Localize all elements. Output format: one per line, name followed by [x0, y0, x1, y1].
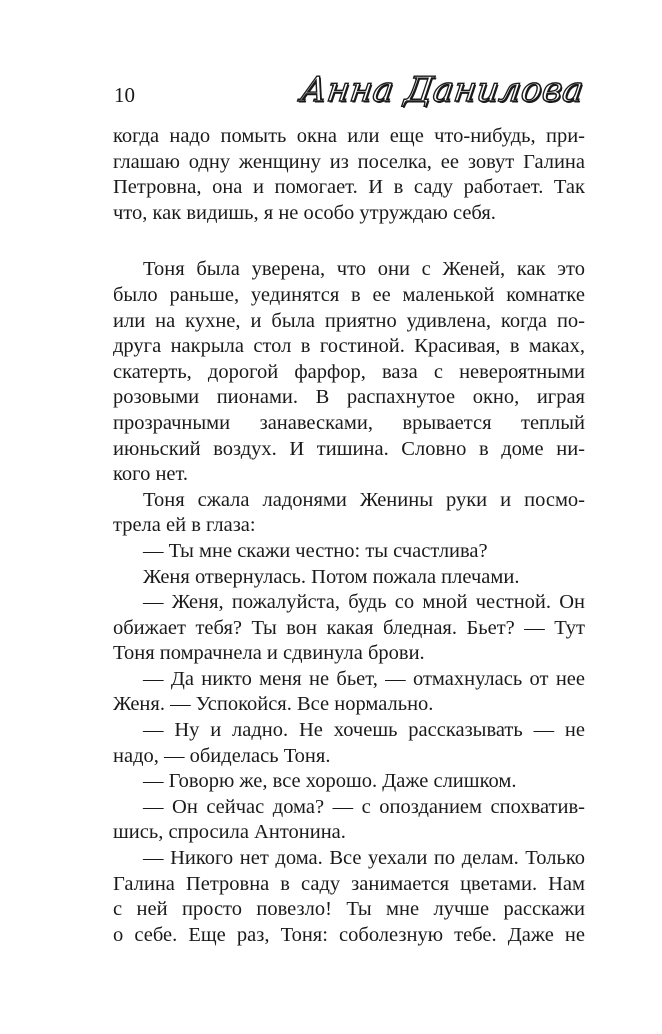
page-number: 10 [114, 83, 135, 107]
text-line: глашаю одну женщину из поселка, ее зовут Галина [113, 150, 585, 173]
dialogue-line: обижает тебя? Ты вон какая бледная. Бьет? — Тут [113, 616, 585, 639]
text-line: Женя отвернулась. Потом пожала плечами. [143, 565, 520, 588]
body-text [113, 124, 585, 948]
text-line: июньский воздух. И тишина. Словно в доме ни- [113, 437, 585, 460]
dialogue-line: Галина Петровна в саду занимается цветами. Нам [113, 872, 585, 895]
text-line: скатерть, дорогой фарфор, ваза с невероятными [113, 360, 585, 383]
text-line: прозрачными занавесками, врывается теплый [113, 411, 585, 434]
text-line: Петровна, она и помогает. И в саду работает. Так [113, 176, 585, 199]
text-line: друга накрыла стол в гостиной. Красивая, в маках, [113, 335, 585, 358]
text-line: Тоня сжала ладонями Женины руки и посмо- [143, 488, 585, 511]
dialogue-line: — Да никто меня не бьет, — отмахнулась от нее [143, 667, 585, 690]
text-line: что, как видишь, я не особо утруждаю себя. [113, 201, 496, 224]
dialogue-line: — Женя, пожалуйста, будь со мной честной. Он [143, 591, 585, 614]
text-line: розовыми пионами. В распахнутое окно, играя [113, 386, 585, 409]
text-line: Тоня была уверена, что они с Женей, как это [143, 258, 585, 281]
dialogue-line: — Говорю же, все хорошо. Даже слишком. [143, 770, 517, 793]
dialogue-line: — Никого нет дома. Все уехали по делам. Только [143, 847, 585, 870]
section-break [113, 226, 585, 257]
text-line: когда надо помыть окна или еще что-нибудь, при- [113, 125, 585, 147]
text-line: было раньше, уединятся в ее маленькой комнатке [113, 283, 585, 306]
dialogue-line: с ней просто повезло! Ты мне лучше расскажи [113, 898, 585, 921]
text-line: кого нет. [113, 463, 189, 486]
dialogue-line: о себе. Еще раз, Тоня: соболезную тебе. Даже не [113, 923, 585, 946]
text-line: или на кухне, и была приятно удивлена, когда по- [113, 309, 585, 332]
dialogue-line: надо, — обиделась Тоня. [113, 744, 331, 767]
text-line: трела ей в глаза: [113, 514, 256, 537]
running-head-author: Анна Данилова [298, 70, 587, 110]
dialogue-line: — Ты мне скажи честно: ты счастлива? [143, 539, 488, 562]
dialogue-line: — Ну и ладно. Не хочешь рассказывать — не [143, 719, 585, 742]
dialogue-line: — Он сейчас дома? — с опозданием спохватив- [143, 795, 585, 818]
dialogue-line: Тоня помрачнела и сдвинула брови. [113, 642, 425, 665]
dialogue-line: шись, спросила Антонина. [113, 821, 346, 844]
dialogue-line: Женя. — Успокойся. Все нормально. [113, 693, 434, 716]
